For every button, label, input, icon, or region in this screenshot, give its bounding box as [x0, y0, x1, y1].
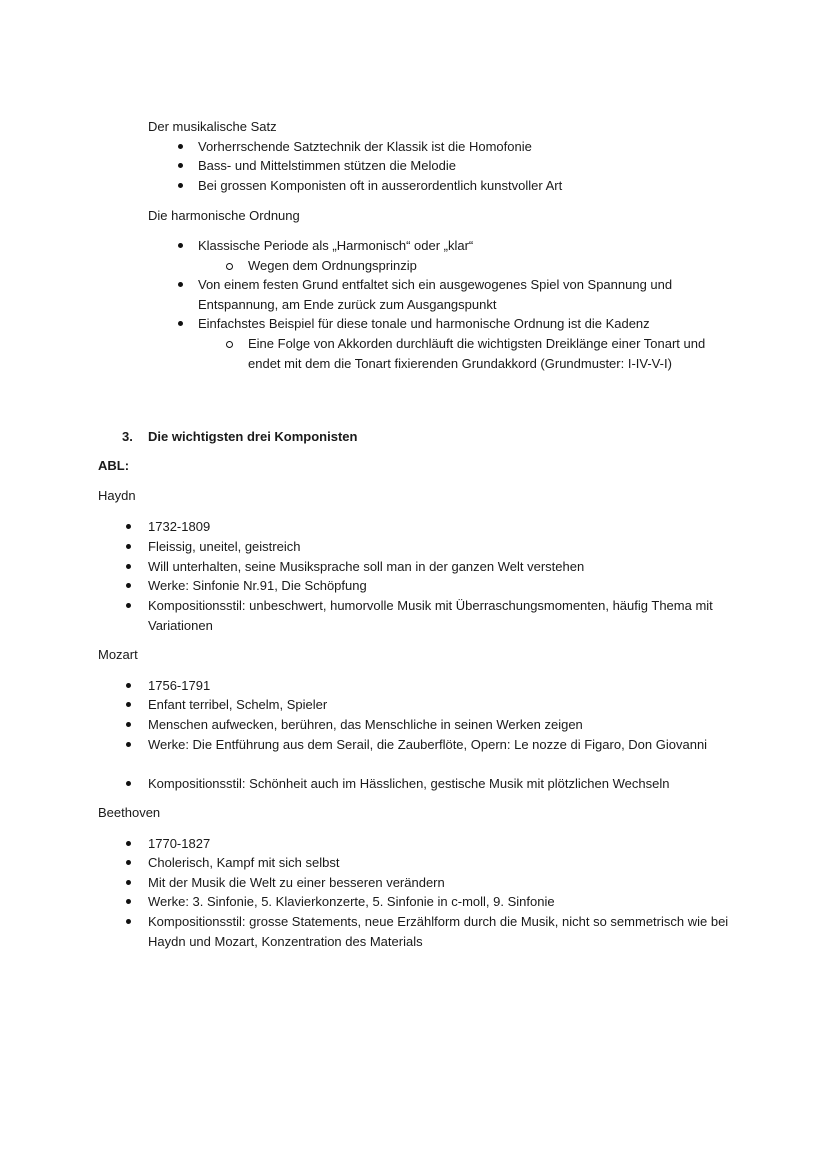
sub-list-item: Eine Folge von Akkorden durchläuft die wichtigsten Dreiklänge einer Tonart und endet mit dem die Tonart fixierenden Grundakkord (Grundmuster: I-IV-V-I)	[248, 334, 723, 373]
list-item: 1732-1809	[148, 517, 733, 537]
list-item: Fleissig, uneitel, geistreich	[148, 537, 733, 557]
list-item: Bass- und Mittelstimmen stützen die Melodie	[198, 156, 718, 176]
abl-label: ABL:	[98, 458, 130, 473]
list-item: Bei grossen Komponisten oft in ausserordentlich kunstvoller Art	[198, 176, 718, 196]
list-item: Kompositionsstil: unbeschwert, humorvolle Musik mit Überraschungsmomenten, häufig Thema mit Variationen	[148, 596, 733, 635]
list-item: Mit der Musik die Welt zu einer besseren verändern	[148, 873, 733, 893]
list-item: Von einem festen Grund entfaltet sich ein ausgewogenes Spiel von Spannung und Entspannung, am Ende zurück zum Ausgangspunkt	[198, 275, 713, 314]
sub-list-item: Wegen dem Ordnungsprinzip	[248, 256, 728, 276]
list-item: Enfant terribel, Schelm, Spieler	[148, 695, 733, 715]
heading-harmonische-ordnung: Die harmonische Ordnung	[148, 208, 300, 223]
list-item: Werke: Die Entführung aus dem Serail, die Zauberflöte, Opern: Le nozze di Figaro, Don Giovanni	[148, 735, 733, 755]
list-item: Werke: 3. Sinfonie, 5. Klavierkonzerte, 5. Sinfonie in c-moll, 9. Sinfonie	[148, 892, 733, 912]
composer-name-mozart: Mozart	[98, 647, 138, 662]
list-item: 1756-1791	[148, 676, 733, 696]
section-title: Die wichtigsten drei Komponisten	[148, 429, 358, 444]
list-item: Einfachstes Beispiel für diese tonale und harmonische Ordnung ist die Kadenz	[198, 314, 718, 334]
list-item: Menschen aufwecken, berühren, das Menschliche in seinen Werken zeigen	[148, 715, 733, 735]
list-item: Kompositionsstil: Schönheit auch im Hässlichen, gestische Musik mit plötzlichen Wechseln	[148, 774, 733, 794]
section-number: 3.	[122, 429, 133, 444]
list-item: 1770-1827	[148, 834, 733, 854]
list-item: Will unterhalten, seine Musiksprache soll man in der ganzen Welt verstehen	[148, 557, 733, 577]
list-item: Cholerisch, Kampf mit sich selbst	[148, 853, 733, 873]
heading-musikalische-satz: Der musikalische Satz	[148, 119, 277, 134]
list-item: Vorherrschende Satztechnik der Klassik ist die Homofonie	[198, 137, 718, 157]
list-item: Klassische Periode als „Harmonisch“ oder „klar“	[198, 236, 718, 256]
list-item: Kompositionsstil: grosse Statements, neue Erzählform durch die Musik, nicht so semmetrisch wie bei Haydn und Mozart, Konzentration des Materials	[148, 912, 733, 951]
composer-name-haydn: Haydn	[98, 488, 136, 503]
list-item: Werke: Sinfonie Nr.91, Die Schöpfung	[148, 576, 733, 596]
composer-name-beethoven: Beethoven	[98, 805, 161, 820]
